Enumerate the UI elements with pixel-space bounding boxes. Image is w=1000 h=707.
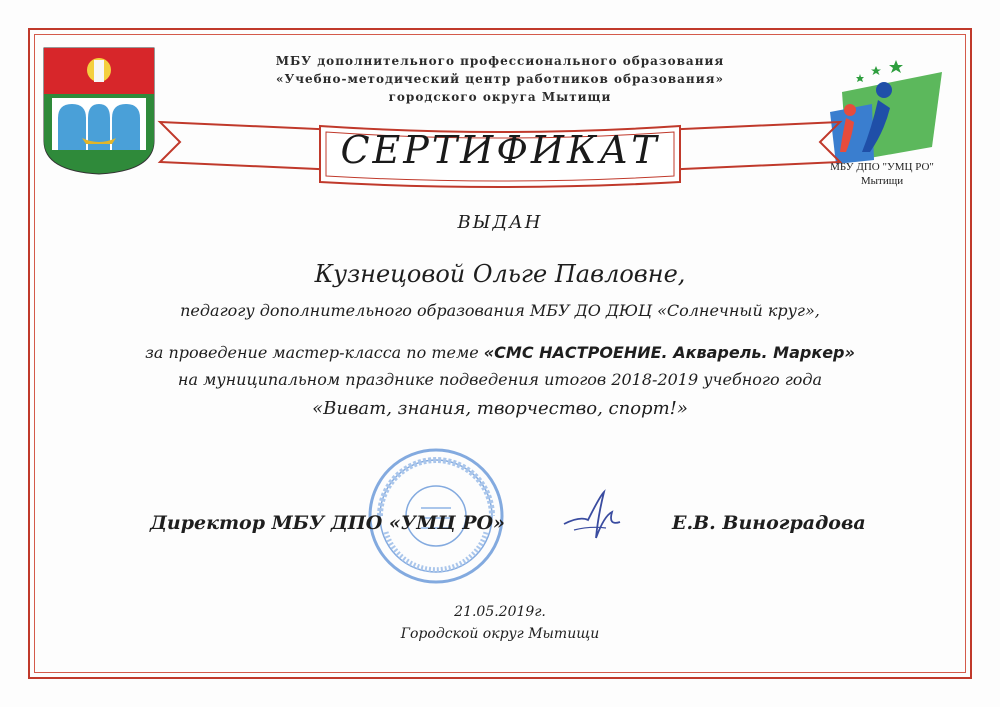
organization-header <box>180 52 820 106</box>
organization-line: городского округа Мытищи <box>388 90 612 104</box>
masterclass-topic: «СМС НАСТРОЕНИЕ. Акварель. Маркер» <box>483 343 855 362</box>
issued-label: ВЫДАН <box>457 212 543 233</box>
recipient-name: Кузнецовой Ольге Павловне, <box>314 260 686 288</box>
coat-of-arms-icon <box>42 46 156 176</box>
organization-line: «Учебно-методический центр работников образования» <box>276 72 724 86</box>
issue-date: 21.05.2019г. <box>454 604 546 620</box>
issue-city: Городской округ Мытищи <box>400 626 600 642</box>
organization-line: МБУ дополнительного профессионального образования <box>275 54 725 68</box>
handwritten-signature-icon <box>560 486 630 546</box>
director-name: Е.В. Виноградова <box>672 512 866 534</box>
event-motto: «Виват, знания, творчество, спорт!» <box>312 398 688 419</box>
certificate-title: СЕРТИФИКАТ <box>340 128 660 172</box>
logo-caption-line: МБУ ДПО "УМЦ РО" <box>830 161 934 173</box>
reason-line <box>0 343 1000 362</box>
event-line: на муниципальном празднике подведения итогов 2018-2019 учебного года <box>177 370 823 389</box>
recipient-position: педагогу дополнительного образования МБУ ДО ДЮЦ «Солнечный круг», <box>180 301 820 320</box>
reason-prefix: за проведение мастер-класса по теме <box>145 343 484 362</box>
director-title: Директор МБУ ДПО «УМЦ РО» <box>150 512 505 534</box>
logo-caption-line: Мытищи <box>860 175 904 187</box>
